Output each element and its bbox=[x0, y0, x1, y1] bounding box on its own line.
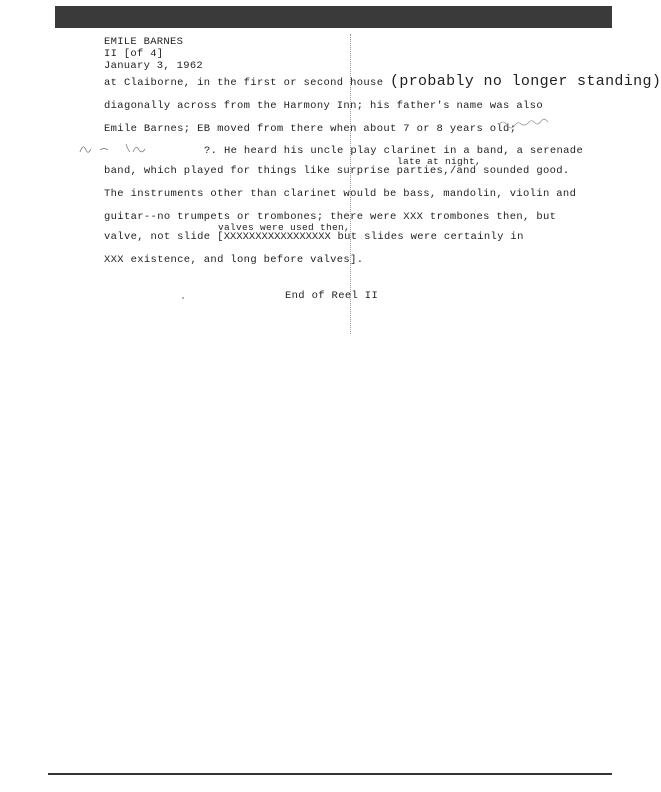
insertion-valves-used: valves were used then, bbox=[218, 222, 351, 233]
scan-top-band bbox=[55, 6, 612, 28]
text-line-8-end: but slides were certainly in bbox=[330, 231, 524, 243]
text-line-4: ?. He heard his uncle play clarinet in a band, a serenade bbox=[204, 145, 584, 157]
handwritten-note-2 bbox=[78, 140, 158, 159]
text-line-8 bbox=[104, 231, 524, 243]
text-line-5: band, which played for things like surprise parties,/and sounded good. bbox=[104, 165, 570, 177]
handwritten-note-2-scribble bbox=[78, 140, 158, 156]
text-line-1 bbox=[104, 73, 661, 90]
handwritten-note-1 bbox=[497, 115, 557, 132]
text-line-7: guitar--no trumpets or trombones; there were XXX trombones then, but bbox=[104, 211, 557, 223]
header-reel: II [of 4] bbox=[104, 48, 164, 60]
struck-text: XXXXXXXXXXXXXXXXX bbox=[223, 231, 331, 243]
scan-bottom-rule bbox=[48, 773, 612, 775]
text-line-3: Emile Barnes; EB moved from there when about 7 or 8 years old; bbox=[104, 123, 517, 135]
handwritten-note-1-scribble bbox=[497, 115, 557, 129]
text-line-1-parenthetical: (probably no longer standing) bbox=[390, 73, 661, 90]
text-line-9: XXX existence, and long before valves]. bbox=[104, 254, 364, 266]
insertion-late-at-night: late at night, bbox=[397, 156, 482, 167]
speck bbox=[182, 297, 184, 299]
header-name: EMILE BARNES bbox=[104, 36, 184, 48]
text-line-6: The instruments other than clarinet would be bass, mandolin, violin and bbox=[104, 188, 577, 200]
text-line-1-main: at Claiborne, in the first or second house bbox=[104, 77, 390, 89]
end-of-reel-note: End of Reel II bbox=[285, 290, 379, 302]
text-line-8-start: valve, not slide [ bbox=[104, 231, 224, 243]
header-date: January 3, 1962 bbox=[104, 60, 204, 72]
text-line-2: diagonally across from the Harmony Inn; his father's name was also bbox=[104, 100, 543, 112]
